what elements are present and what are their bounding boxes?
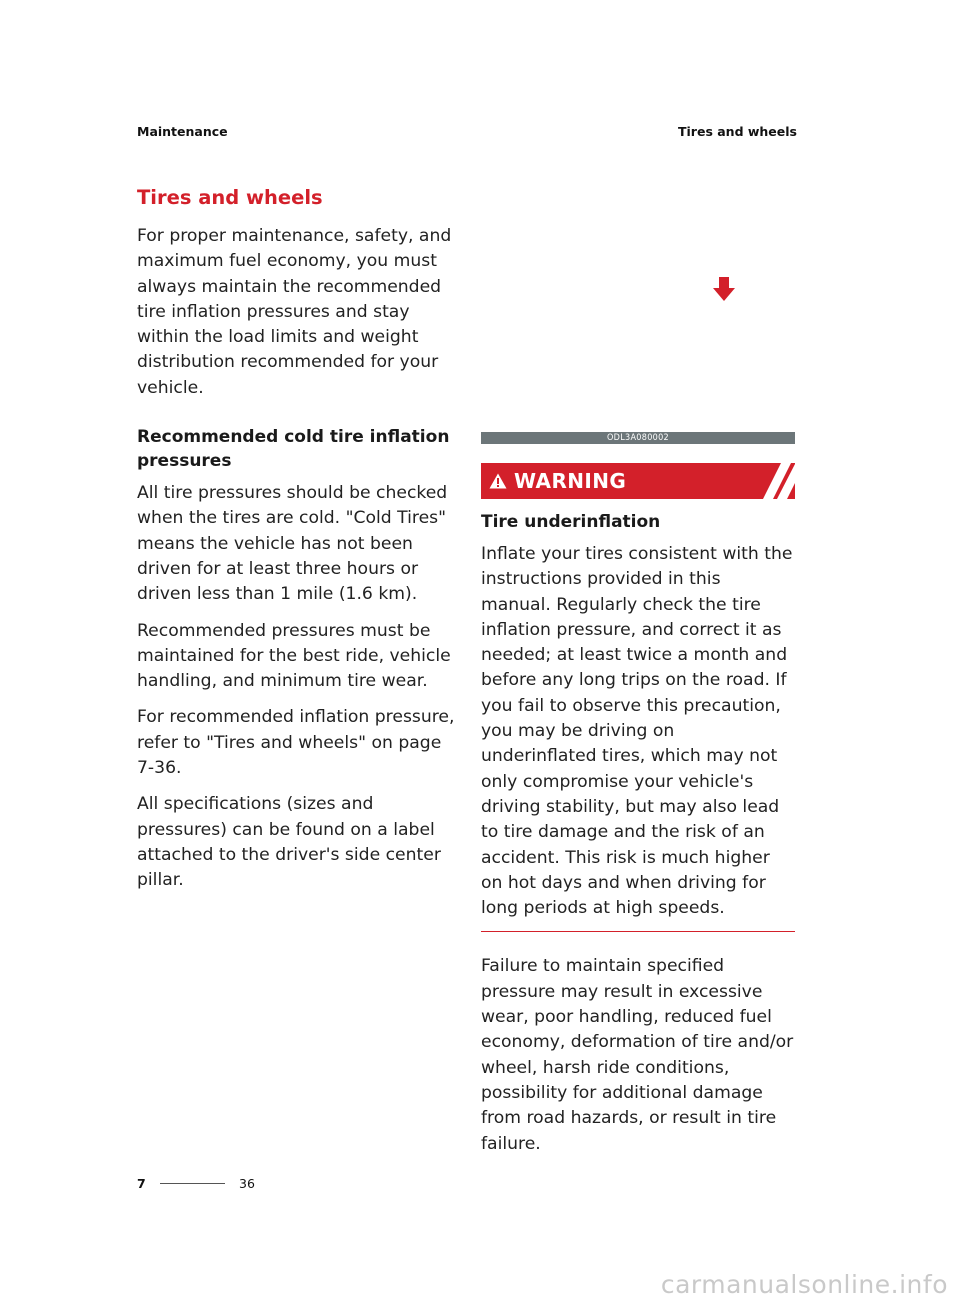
- figure-illustration: [481, 180, 795, 427]
- warning-label: WARNING: [514, 469, 627, 493]
- right-column: [481, 432, 795, 1168]
- page-footer: [137, 1176, 257, 1192]
- section-title: Tires and wheels: [137, 186, 323, 209]
- footer-page-number: 36: [239, 1176, 255, 1191]
- figure-code-bar: ODL3A080002: [481, 432, 795, 444]
- footer-chapter-number: 7: [137, 1176, 146, 1191]
- warning-triangle-icon: [489, 473, 507, 489]
- warning-banner: [481, 463, 795, 499]
- footer-divider: [160, 1183, 225, 1184]
- down-arrow-icon: [713, 277, 735, 301]
- intro-paragraph: For proper maintenance, safety, and maximum fuel economy, you must always maintain the recommended tire inflation pressures and stay within the load limits and weight distribution recommended for your vehicle.: [137, 226, 452, 398]
- subheading-cold-tire-pressures: Recommended cold tire inflation pressures: [137, 427, 450, 472]
- warning-end-rule: [481, 931, 795, 932]
- warning-title: Tire underinflation: [481, 512, 661, 532]
- warning-text: Inflate your tires consistent with the instructions provided in this manual. Regularly check the tire inflation pressure, and correct it as needed; at least twice a month and before any long trips on the road. If you fail to observe this precaution, you may be driving on underinflated tires, which may not only compromise your vehicle's driving stability, but may also lead to tire damage and the risk of an accident. This risk is much higher on hot days and when driving for long periods at high speeds.: [481, 544, 793, 919]
- paragraph-specifications: All specifications (sizes and pressures) can be found on a label attached to the driver's side center pillar.: [137, 794, 441, 891]
- header-section-left: Maintenance: [137, 124, 228, 139]
- warning-slashes-icon: [743, 463, 795, 499]
- paragraph-reference: For recommended inflation pressure, refer to "Tires and wheels" on page 7-36.: [137, 707, 455, 779]
- paragraph-recommended-pressures: Recommended pressures must be maintained for the best ride, vehicle handling, and minimum tire wear.: [137, 620, 451, 692]
- watermark: carmanualsonline.info: [660, 1270, 948, 1299]
- header-section-right: Tires and wheels: [677, 124, 797, 139]
- paragraph-cold-tires: All tire pressures should be checked when the tires are cold. "Cold Tires" means the vehicle has not been driven for at least three hours or driven less than 1 mile (1.6 km).: [137, 483, 448, 605]
- left-column: [137, 184, 455, 905]
- paragraph-failure-consequences: Failure to maintain specified pressure may result in excessive wear, poor handling, reduced fuel economy, deformation of tire and/or wheel, harsh ride conditions, possibility for additional damage from road hazards, or result in tire failure.: [481, 956, 794, 1154]
